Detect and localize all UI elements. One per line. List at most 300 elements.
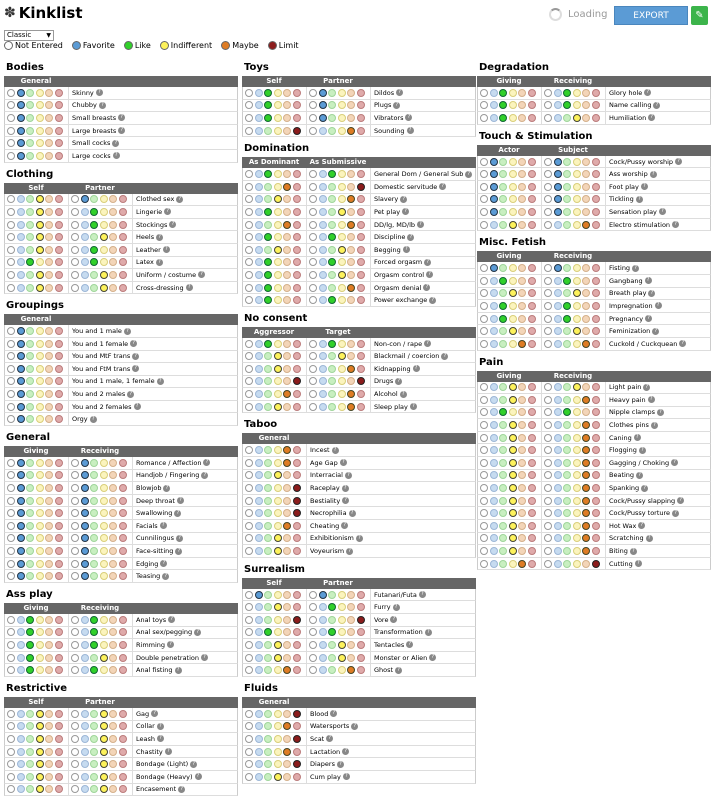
choice-m[interactable] xyxy=(582,471,590,479)
export-button[interactable]: EXPORT xyxy=(614,6,688,25)
choice-k[interactable] xyxy=(592,158,600,166)
help-icon[interactable]: ? xyxy=(156,259,163,266)
choice-m[interactable] xyxy=(45,89,53,97)
choice-l[interactable] xyxy=(264,89,272,97)
choice-i[interactable] xyxy=(573,396,581,404)
choice-k[interactable] xyxy=(293,722,301,730)
help-icon[interactable]: ? xyxy=(163,485,170,492)
choice-f[interactable] xyxy=(17,415,25,423)
choice-i[interactable] xyxy=(274,722,282,730)
choice-m[interactable] xyxy=(45,534,53,542)
choice-m[interactable] xyxy=(347,195,355,203)
help-icon[interactable]: ? xyxy=(201,472,208,479)
choice-k[interactable] xyxy=(357,403,365,411)
choice-m[interactable] xyxy=(283,760,291,768)
choice-f[interactable] xyxy=(554,302,562,310)
choice-n[interactable] xyxy=(309,101,317,109)
choice-i[interactable] xyxy=(338,340,346,348)
choice-l[interactable] xyxy=(26,760,34,768)
choice-l[interactable] xyxy=(90,221,98,229)
choice-m[interactable] xyxy=(347,89,355,97)
choice-k[interactable] xyxy=(293,377,301,385)
help-icon[interactable]: ? xyxy=(632,265,639,272)
choice-i[interactable] xyxy=(274,760,282,768)
choice-n[interactable] xyxy=(7,497,15,505)
choice-f[interactable] xyxy=(490,408,498,416)
choice-n[interactable] xyxy=(544,497,552,505)
choice-n[interactable] xyxy=(544,114,552,122)
choice-k[interactable] xyxy=(357,365,365,373)
choice-n[interactable] xyxy=(71,195,79,203)
choice-f[interactable] xyxy=(255,497,263,505)
choice-n[interactable] xyxy=(544,446,552,454)
choice-l[interactable] xyxy=(90,258,98,266)
choice-n[interactable] xyxy=(544,208,552,216)
choice-n[interactable] xyxy=(245,497,253,505)
choice-m[interactable] xyxy=(518,471,526,479)
choice-m[interactable] xyxy=(347,296,355,304)
choice-k[interactable] xyxy=(293,603,301,611)
help-icon[interactable]: ? xyxy=(644,89,651,96)
choice-m[interactable] xyxy=(518,509,526,517)
choice-m[interactable] xyxy=(283,340,291,348)
choice-n[interactable] xyxy=(7,258,15,266)
choice-k[interactable] xyxy=(119,628,127,636)
choice-k[interactable] xyxy=(592,534,600,542)
choice-l[interactable] xyxy=(264,246,272,254)
choice-f[interactable] xyxy=(319,246,327,254)
choice-n[interactable] xyxy=(7,101,15,109)
choice-k[interactable] xyxy=(55,89,63,97)
choice-l[interactable] xyxy=(90,654,98,662)
choice-f[interactable] xyxy=(17,760,25,768)
choice-m[interactable] xyxy=(45,271,53,279)
choice-f[interactable] xyxy=(81,735,89,743)
help-icon[interactable]: ? xyxy=(346,548,353,555)
choice-n[interactable] xyxy=(480,327,488,335)
choice-k[interactable] xyxy=(528,170,536,178)
choice-f[interactable] xyxy=(319,296,327,304)
choice-n[interactable] xyxy=(7,666,15,674)
choice-l[interactable] xyxy=(26,208,34,216)
choice-m[interactable] xyxy=(283,710,291,718)
choice-l[interactable] xyxy=(26,365,34,373)
choice-l[interactable] xyxy=(328,603,336,611)
help-icon[interactable]: ? xyxy=(643,384,650,391)
choice-i[interactable] xyxy=(274,114,282,122)
choice-n[interactable] xyxy=(544,434,552,442)
choice-f[interactable] xyxy=(17,390,25,398)
choice-i[interactable] xyxy=(100,271,108,279)
choice-k[interactable] xyxy=(592,170,600,178)
choice-n[interactable] xyxy=(480,101,488,109)
help-icon[interactable]: ? xyxy=(151,710,158,717)
choice-n[interactable] xyxy=(245,534,253,542)
choice-l[interactable] xyxy=(563,289,571,297)
choice-f[interactable] xyxy=(81,560,89,568)
choice-m[interactable] xyxy=(109,195,117,203)
choice-m[interactable] xyxy=(109,459,117,467)
choice-i[interactable] xyxy=(100,471,108,479)
choice-i[interactable] xyxy=(36,114,44,122)
choice-f[interactable] xyxy=(255,459,263,467)
choice-f[interactable] xyxy=(17,101,25,109)
choice-k[interactable] xyxy=(55,365,63,373)
choice-i[interactable] xyxy=(100,195,108,203)
choice-l[interactable] xyxy=(26,471,34,479)
choice-n[interactable] xyxy=(7,722,15,730)
choice-n[interactable] xyxy=(309,352,317,360)
choice-f[interactable] xyxy=(255,271,263,279)
choice-n[interactable] xyxy=(245,773,253,781)
choice-k[interactable] xyxy=(293,208,301,216)
choice-f[interactable] xyxy=(554,396,562,404)
choice-f[interactable] xyxy=(490,434,498,442)
choice-m[interactable] xyxy=(109,572,117,580)
choice-k[interactable] xyxy=(528,421,536,429)
choice-m[interactable] xyxy=(582,170,590,178)
choice-m[interactable] xyxy=(347,246,355,254)
choice-m[interactable] xyxy=(283,722,291,730)
help-icon[interactable]: ? xyxy=(163,246,170,253)
choice-f[interactable] xyxy=(17,560,25,568)
help-icon[interactable]: ? xyxy=(169,221,176,228)
choice-f[interactable] xyxy=(255,748,263,756)
choice-f[interactable] xyxy=(17,233,25,241)
choice-f[interactable] xyxy=(81,710,89,718)
choice-l[interactable] xyxy=(26,509,34,517)
choice-l[interactable] xyxy=(328,352,336,360)
choice-n[interactable] xyxy=(309,114,317,122)
choice-f[interactable] xyxy=(255,484,263,492)
choice-l[interactable] xyxy=(26,654,34,662)
choice-m[interactable] xyxy=(283,284,291,292)
choice-n[interactable] xyxy=(544,408,552,416)
choice-n[interactable] xyxy=(245,195,253,203)
choice-f[interactable] xyxy=(490,522,498,530)
choice-l[interactable] xyxy=(328,258,336,266)
choice-n[interactable] xyxy=(7,415,15,423)
choice-m[interactable] xyxy=(347,377,355,385)
help-icon[interactable]: ? xyxy=(403,246,410,253)
choice-m[interactable] xyxy=(45,390,53,398)
choice-i[interactable] xyxy=(36,509,44,517)
choice-f[interactable] xyxy=(490,446,498,454)
choice-f[interactable] xyxy=(490,534,498,542)
choice-i[interactable] xyxy=(36,403,44,411)
help-icon[interactable]: ? xyxy=(648,114,655,121)
choice-f[interactable] xyxy=(255,352,263,360)
choice-i[interactable] xyxy=(338,170,346,178)
choice-m[interactable] xyxy=(283,352,291,360)
choice-k[interactable] xyxy=(293,547,301,555)
choice-l[interactable] xyxy=(563,340,571,348)
choice-k[interactable] xyxy=(119,258,127,266)
choice-f[interactable] xyxy=(554,547,562,555)
choice-f[interactable] xyxy=(319,666,327,674)
choice-k[interactable] xyxy=(55,773,63,781)
choice-k[interactable] xyxy=(55,572,63,580)
choice-n[interactable] xyxy=(480,484,488,492)
choice-l[interactable] xyxy=(90,722,98,730)
choice-n[interactable] xyxy=(480,183,488,191)
choice-i[interactable] xyxy=(338,208,346,216)
choice-i[interactable] xyxy=(509,221,517,229)
help-icon[interactable]: ? xyxy=(345,472,352,479)
choice-n[interactable] xyxy=(245,340,253,348)
choice-k[interactable] xyxy=(293,340,301,348)
choice-m[interactable] xyxy=(347,666,355,674)
choice-f[interactable] xyxy=(554,221,562,229)
help-icon[interactable]: ? xyxy=(174,510,181,517)
choice-m[interactable] xyxy=(283,522,291,530)
choice-k[interactable] xyxy=(528,289,536,297)
choice-k[interactable] xyxy=(357,101,365,109)
choice-l[interactable] xyxy=(90,760,98,768)
choice-k[interactable] xyxy=(528,547,536,555)
choice-f[interactable] xyxy=(255,773,263,781)
choice-l[interactable] xyxy=(328,365,336,373)
choice-k[interactable] xyxy=(119,710,127,718)
choice-f[interactable] xyxy=(490,289,498,297)
choice-m[interactable] xyxy=(582,547,590,555)
choice-m[interactable] xyxy=(347,101,355,109)
choice-n[interactable] xyxy=(245,748,253,756)
choice-l[interactable] xyxy=(499,158,507,166)
choice-i[interactable] xyxy=(573,101,581,109)
choice-n[interactable] xyxy=(7,522,15,530)
choice-i[interactable] xyxy=(338,258,346,266)
choice-n[interactable] xyxy=(309,654,317,662)
choice-i[interactable] xyxy=(573,421,581,429)
choice-k[interactable] xyxy=(293,352,301,360)
choice-i[interactable] xyxy=(274,377,282,385)
choice-i[interactable] xyxy=(338,403,346,411)
help-icon[interactable]: ? xyxy=(341,522,348,529)
choice-f[interactable] xyxy=(255,127,263,135)
choice-l[interactable] xyxy=(328,89,336,97)
choice-f[interactable] xyxy=(490,396,498,404)
choice-f[interactable] xyxy=(490,208,498,216)
choice-n[interactable] xyxy=(7,459,15,467)
choice-f[interactable] xyxy=(554,509,562,517)
choice-l[interactable] xyxy=(499,522,507,530)
choice-n[interactable] xyxy=(7,735,15,743)
choice-n[interactable] xyxy=(7,246,15,254)
choice-i[interactable] xyxy=(274,497,282,505)
choice-k[interactable] xyxy=(55,340,63,348)
choice-i[interactable] xyxy=(509,327,517,335)
choice-f[interactable] xyxy=(17,471,25,479)
choice-f[interactable] xyxy=(319,101,327,109)
help-icon[interactable]: ? xyxy=(417,221,424,228)
choice-k[interactable] xyxy=(293,534,301,542)
choice-i[interactable] xyxy=(36,208,44,216)
choice-i[interactable] xyxy=(274,221,282,229)
choice-k[interactable] xyxy=(119,522,127,530)
choice-n[interactable] xyxy=(544,183,552,191)
help-icon[interactable]: ? xyxy=(426,271,433,278)
choice-k[interactable] xyxy=(592,497,600,505)
help-icon[interactable]: ? xyxy=(407,127,414,134)
choice-i[interactable] xyxy=(573,471,581,479)
choice-f[interactable] xyxy=(255,446,263,454)
choice-n[interactable] xyxy=(480,560,488,568)
choice-k[interactable] xyxy=(357,377,365,385)
choice-f[interactable] xyxy=(17,246,25,254)
choice-k[interactable] xyxy=(55,666,63,674)
choice-k[interactable] xyxy=(528,383,536,391)
choice-n[interactable] xyxy=(544,302,552,310)
choice-f[interactable] xyxy=(319,258,327,266)
choice-k[interactable] xyxy=(119,271,127,279)
choice-l[interactable] xyxy=(90,748,98,756)
choice-k[interactable] xyxy=(293,246,301,254)
help-icon[interactable]: ? xyxy=(671,459,678,466)
choice-k[interactable] xyxy=(293,773,301,781)
choice-i[interactable] xyxy=(36,377,44,385)
choice-n[interactable] xyxy=(245,603,253,611)
choice-m[interactable] xyxy=(45,340,53,348)
choice-m[interactable] xyxy=(518,560,526,568)
help-icon[interactable]: ? xyxy=(648,290,655,297)
choice-l[interactable] xyxy=(26,415,34,423)
choice-i[interactable] xyxy=(338,390,346,398)
choice-f[interactable] xyxy=(554,101,562,109)
choice-f[interactable] xyxy=(319,208,327,216)
choice-k[interactable] xyxy=(357,284,365,292)
choice-n[interactable] xyxy=(71,497,79,505)
choice-k[interactable] xyxy=(119,484,127,492)
choice-i[interactable] xyxy=(338,101,346,109)
choice-l[interactable] xyxy=(499,221,507,229)
choice-i[interactable] xyxy=(509,534,517,542)
choice-n[interactable] xyxy=(480,509,488,517)
choice-k[interactable] xyxy=(55,390,63,398)
choice-f[interactable] xyxy=(17,616,25,624)
help-icon[interactable]: ? xyxy=(439,183,446,190)
help-icon[interactable]: ? xyxy=(441,353,448,360)
help-icon[interactable]: ? xyxy=(118,114,125,121)
choice-l[interactable] xyxy=(264,296,272,304)
help-icon[interactable]: ? xyxy=(176,535,183,542)
choice-i[interactable] xyxy=(338,352,346,360)
choice-f[interactable] xyxy=(554,195,562,203)
choice-n[interactable] xyxy=(245,284,253,292)
choice-f[interactable] xyxy=(17,572,25,580)
choice-f[interactable] xyxy=(17,208,25,216)
choice-f[interactable] xyxy=(81,534,89,542)
choice-i[interactable] xyxy=(274,484,282,492)
choice-n[interactable] xyxy=(7,340,15,348)
choice-l[interactable] xyxy=(264,183,272,191)
choice-l[interactable] xyxy=(26,773,34,781)
choice-l[interactable] xyxy=(90,641,98,649)
choice-i[interactable] xyxy=(573,195,581,203)
choice-m[interactable] xyxy=(45,246,53,254)
choice-l[interactable] xyxy=(499,560,507,568)
choice-n[interactable] xyxy=(309,221,317,229)
choice-n[interactable] xyxy=(309,271,317,279)
gear-icon[interactable]: ✽ xyxy=(4,5,16,21)
choice-l[interactable] xyxy=(328,377,336,385)
choice-l[interactable] xyxy=(90,560,98,568)
choice-m[interactable] xyxy=(518,89,526,97)
choice-k[interactable] xyxy=(293,258,301,266)
choice-f[interactable] xyxy=(255,183,263,191)
choice-l[interactable] xyxy=(26,459,34,467)
choice-l[interactable] xyxy=(328,666,336,674)
choice-k[interactable] xyxy=(528,183,536,191)
choice-f[interactable] xyxy=(17,152,25,160)
choice-n[interactable] xyxy=(245,296,253,304)
choice-f[interactable] xyxy=(554,471,562,479)
choice-k[interactable] xyxy=(293,127,301,135)
choice-f[interactable] xyxy=(319,271,327,279)
choice-f[interactable] xyxy=(81,221,89,229)
choice-m[interactable] xyxy=(518,289,526,297)
help-icon[interactable]: ? xyxy=(641,485,648,492)
choice-l[interactable] xyxy=(563,484,571,492)
choice-k[interactable] xyxy=(528,158,536,166)
choice-k[interactable] xyxy=(592,408,600,416)
choice-n[interactable] xyxy=(7,509,15,517)
choice-l[interactable] xyxy=(264,522,272,530)
choice-l[interactable] xyxy=(563,408,571,416)
choice-m[interactable] xyxy=(518,302,526,310)
choice-k[interactable] xyxy=(293,101,301,109)
choice-m[interactable] xyxy=(109,221,117,229)
choice-n[interactable] xyxy=(71,616,79,624)
choice-l[interactable] xyxy=(264,654,272,662)
choice-k[interactable] xyxy=(357,296,365,304)
choice-i[interactable] xyxy=(573,327,581,335)
choice-m[interactable] xyxy=(283,666,291,674)
choice-i[interactable] xyxy=(274,591,282,599)
choice-m[interactable] xyxy=(109,284,117,292)
choice-l[interactable] xyxy=(264,471,272,479)
choice-m[interactable] xyxy=(582,434,590,442)
choice-k[interactable] xyxy=(528,101,536,109)
choice-l[interactable] xyxy=(264,221,272,229)
choice-m[interactable] xyxy=(45,572,53,580)
choice-l[interactable] xyxy=(563,183,571,191)
choice-m[interactable] xyxy=(45,352,53,360)
choice-f[interactable] xyxy=(554,89,562,97)
choice-f[interactable] xyxy=(17,547,25,555)
help-icon[interactable]: ? xyxy=(672,221,679,228)
choice-m[interactable] xyxy=(582,484,590,492)
choice-f[interactable] xyxy=(81,654,89,662)
choice-k[interactable] xyxy=(293,497,301,505)
choice-m[interactable] xyxy=(347,221,355,229)
help-icon[interactable]: ? xyxy=(638,522,645,529)
choice-l[interactable] xyxy=(328,340,336,348)
choice-l[interactable] xyxy=(328,591,336,599)
choice-m[interactable] xyxy=(45,127,53,135)
help-icon[interactable]: ? xyxy=(410,403,417,410)
choice-i[interactable] xyxy=(573,484,581,492)
help-icon[interactable]: ? xyxy=(195,773,202,780)
choice-f[interactable] xyxy=(17,628,25,636)
choice-k[interactable] xyxy=(357,616,365,624)
choice-m[interactable] xyxy=(347,127,355,135)
help-icon[interactable]: ? xyxy=(630,548,637,555)
help-icon[interactable]: ? xyxy=(130,340,137,347)
choice-m[interactable] xyxy=(582,446,590,454)
help-icon[interactable]: ? xyxy=(402,208,409,215)
choice-m[interactable] xyxy=(109,497,117,505)
